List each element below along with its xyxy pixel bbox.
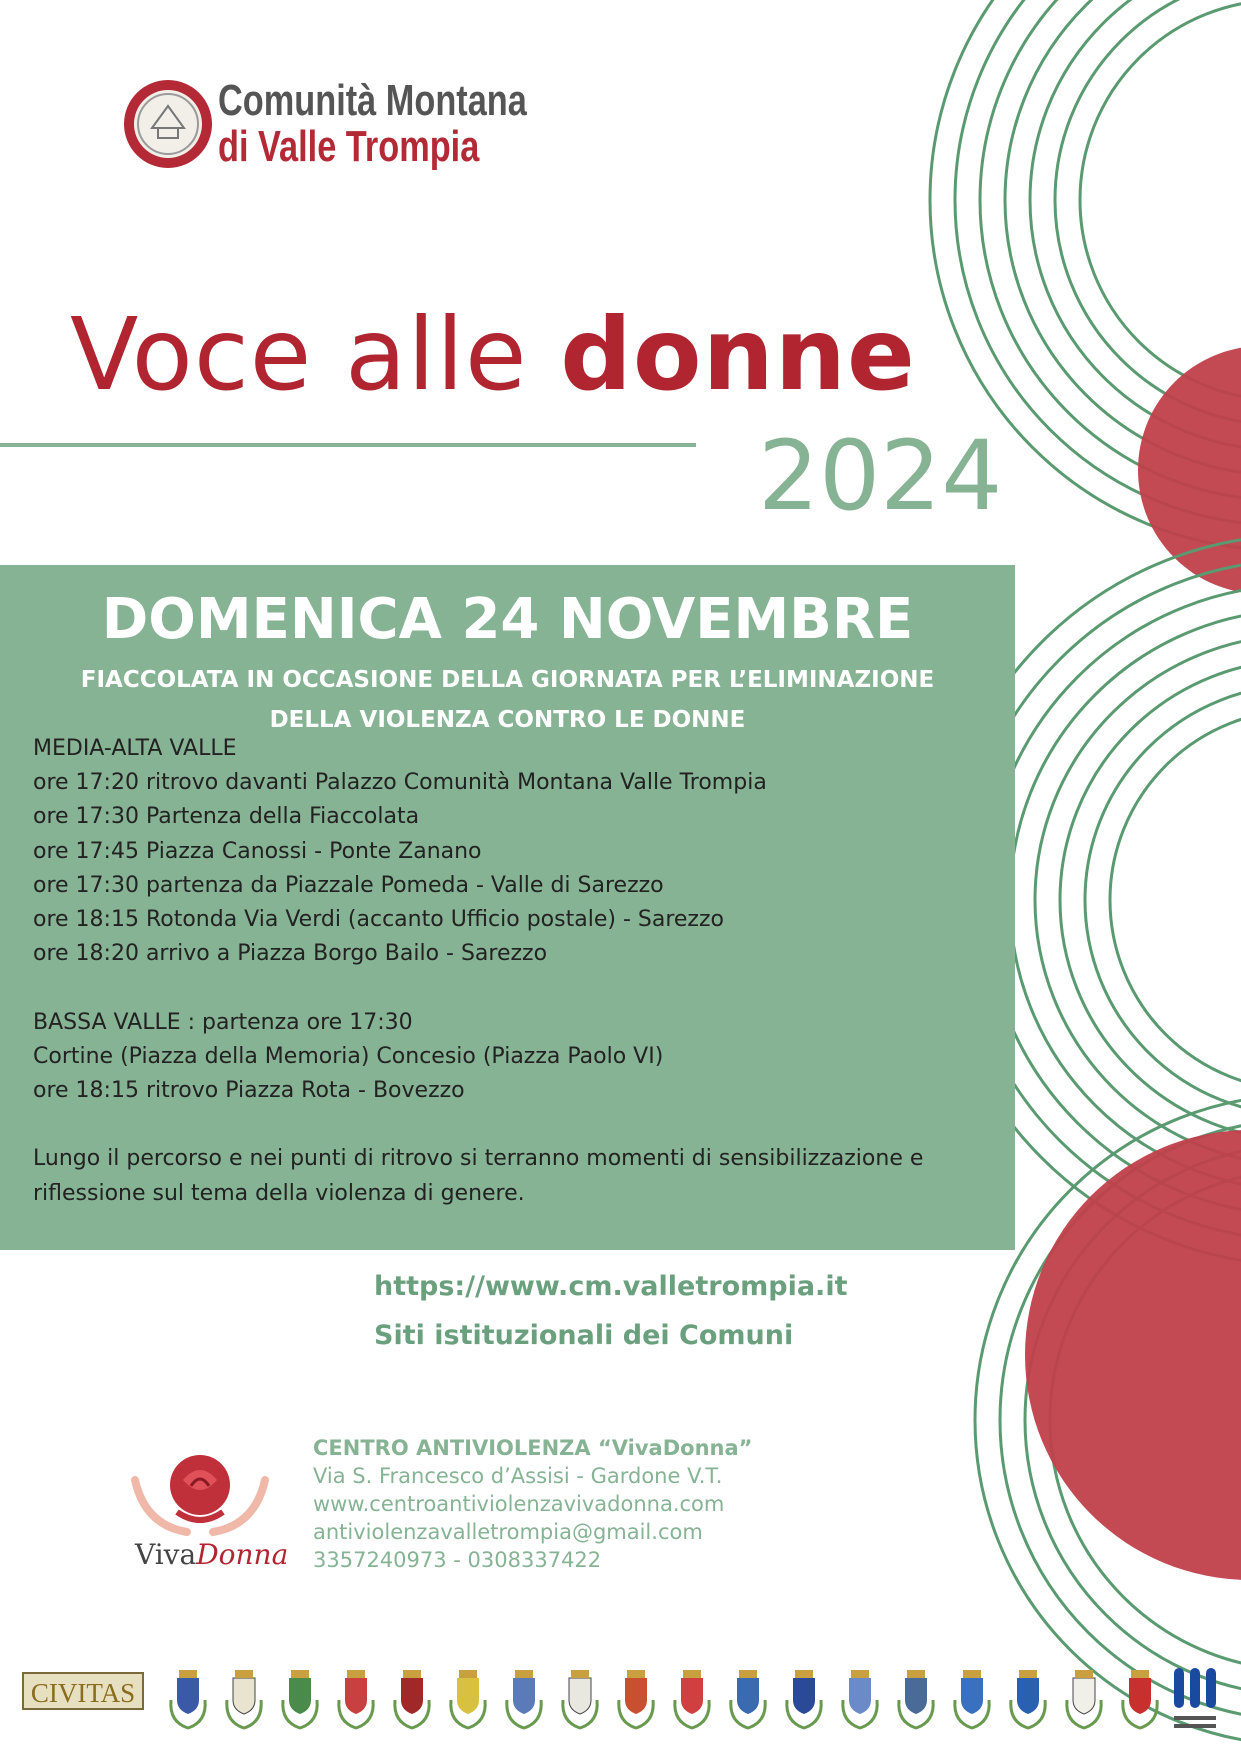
municipality-crests (165, 1660, 1164, 1740)
crest-icon (1005, 1660, 1052, 1732)
crest-icon (837, 1660, 884, 1732)
crest-icon (949, 1660, 996, 1732)
comunita-montana-seal-icon (122, 78, 214, 170)
crest-icon (389, 1660, 436, 1732)
crest-icon (333, 1660, 380, 1732)
vivadonna-wordmark (135, 1538, 288, 1571)
crest-icon (1061, 1660, 1108, 1732)
event-panel (0, 565, 1015, 1250)
bresciana-logo-icon (1170, 1662, 1220, 1734)
crest-icon (669, 1660, 716, 1732)
event-subtitle-line1: FIACCOLATA IN OCCASIONE DELLA GIORNATA PER L’ELIMINAZIONE (80, 667, 935, 693)
institutional-sites-text: Siti istituzionali dei Comuni (374, 1320, 794, 1351)
website-link[interactable]: https://www.cm.valletrompia.it (374, 1271, 848, 1302)
crest-icon (221, 1660, 268, 1732)
crest-icon (725, 1660, 772, 1732)
schedule-line: ore 17:30 Partenza della Fiaccolata (33, 804, 420, 830)
center-phones: 3357240973 - 0308337422 (313, 1548, 602, 1572)
title-part1: Voce alle (70, 296, 561, 413)
event-date: DOMENICA 24 NOVEMBRE (101, 587, 914, 652)
event-subtitle-line2: DELLA VIOLENZA CONTRO LE DONNE (269, 707, 746, 733)
crest-icon (893, 1660, 940, 1732)
schedule-line: ore 17:45 Piazza Canossi - Ponte Zanano (33, 838, 482, 864)
title-part2: donne (560, 296, 916, 413)
schedule-line: ore 17:20 ritrovo davanti Palazzo Comunità Montana Valle Trompia (33, 770, 767, 796)
center-info (313, 1434, 752, 1574)
center-website[interactable]: www.centroantiviolenzavivadonna.com (313, 1492, 725, 1516)
crest-icon (165, 1660, 212, 1732)
crest-icon (557, 1660, 604, 1732)
links-block (374, 1262, 847, 1360)
vivadonna-part2: Donna (196, 1538, 289, 1571)
schedule-line: ore 18:20 arrivo a Piazza Borgo Bailo - Sarezzo (33, 941, 548, 967)
center-address: Via S. Francesco d’Assisi - Gardone V.T. (313, 1464, 723, 1488)
event-schedule (33, 732, 1008, 1211)
schedule-line: ore 18:15 ritrovo Piazza Rota - Bovezzo (33, 1078, 465, 1104)
schedule-line: Cortine (Piazza della Memoria) Concesio (Piazza Paolo VI) (33, 1043, 664, 1069)
logo-line1: Comunità Montana (218, 76, 527, 125)
schedule-line: ore 18:15 Rotonda Via Verdi (accanto Ufficio postale) - Sarezzo (33, 907, 724, 933)
comunita-montana-logo (122, 78, 542, 178)
crest-icon (445, 1660, 492, 1732)
crest-icon (781, 1660, 828, 1732)
vivadonna-logo (125, 1450, 289, 1580)
center-email[interactable]: antiviolenzavalletrompia@gmail.com (313, 1520, 703, 1544)
crest-icon (501, 1660, 548, 1732)
event-subtitle (0, 660, 1015, 740)
crest-icon (613, 1660, 660, 1732)
schedule-line: BASSA VALLE : partenza ore 17:30 (33, 1009, 413, 1035)
vivadonna-part1: Viva (135, 1538, 197, 1571)
page-title (70, 296, 916, 413)
civitas-logo: CIVITAS (22, 1672, 144, 1710)
title-year: 2024 (758, 420, 1003, 532)
center-name: CENTRO ANTIVIOLENZA “VivaDonna” (313, 1436, 753, 1460)
event-note: Lungo il percorso e nei punti di ritrovo si terranno momenti di sensibilizzazione e riflessione sul tema della violenza di genere. (33, 1146, 924, 1206)
schedule-line: ore 17:30 partenza da Piazzale Pomeda - Valle di Sarezzo (33, 872, 664, 898)
crest-icon (1117, 1660, 1164, 1732)
logo-line2: di Valle Trompia (218, 122, 480, 171)
rose-hands-icon (125, 1450, 275, 1540)
crest-icon (277, 1660, 324, 1732)
title-divider (0, 443, 696, 447)
schedule-line: MEDIA-ALTA VALLE (33, 736, 237, 761)
